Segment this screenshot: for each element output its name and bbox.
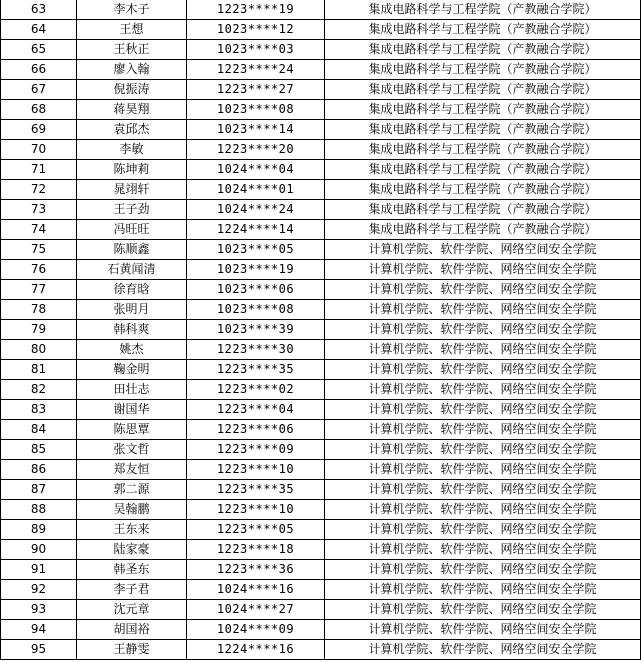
row-number-cell: 86 <box>1 460 77 480</box>
table-row <box>1 520 641 540</box>
student-id-cell: 1024****24 <box>187 200 325 220</box>
college-cell: 计算机学院、软件学院、网络空间安全学院 <box>325 500 641 520</box>
college-cell: 计算机学院、软件学院、网络空间安全学院 <box>325 560 641 580</box>
student-name-cell: 徐育晗 <box>77 280 187 300</box>
college-cell: 计算机学院、软件学院、网络空间安全学院 <box>325 360 641 380</box>
student-id-cell: 1223****18 <box>187 540 325 560</box>
row-number-cell: 89 <box>1 520 77 540</box>
table-row <box>1 40 641 60</box>
college-cell: 集成电路科学与工程学院（产教融合学院） <box>325 80 641 100</box>
row-number-cell: 70 <box>1 140 77 160</box>
table-row <box>1 440 641 460</box>
student-id-cell: 1223****19 <box>187 0 325 20</box>
table-row <box>1 380 641 400</box>
student-id-cell: 1023****14 <box>187 120 325 140</box>
row-number-cell: 71 <box>1 160 77 180</box>
student-name-cell: 李木子 <box>77 0 187 20</box>
table-row <box>1 20 641 40</box>
row-number-cell: 87 <box>1 480 77 500</box>
college-cell: 集成电路科学与工程学院（产教融合学院） <box>325 60 641 80</box>
table-row <box>1 400 641 420</box>
student-id-cell: 1223****04 <box>187 400 325 420</box>
student-name-cell: 姚杰 <box>77 340 187 360</box>
row-number-cell: 67 <box>1 80 77 100</box>
student-id-cell: 1023****08 <box>187 300 325 320</box>
college-cell: 计算机学院、软件学院、网络空间安全学院 <box>325 280 641 300</box>
row-number-cell: 91 <box>1 560 77 580</box>
student-id-cell: 1223****20 <box>187 140 325 160</box>
row-number-cell: 80 <box>1 340 77 360</box>
row-number-cell: 73 <box>1 200 77 220</box>
student-id-cell: 1224****16 <box>187 640 325 660</box>
student-id-cell: 1223****35 <box>187 480 325 500</box>
student-id-cell: 1024****16 <box>187 580 325 600</box>
student-name-cell: 谢国华 <box>77 400 187 420</box>
college-cell: 集成电路科学与工程学院（产教融合学院） <box>325 120 641 140</box>
row-number-cell: 66 <box>1 60 77 80</box>
table-row <box>1 240 641 260</box>
college-cell: 集成电路科学与工程学院（产教融合学院） <box>325 100 641 120</box>
table-row <box>1 460 641 480</box>
table-row <box>1 180 641 200</box>
student-name-cell: 王子劲 <box>77 200 187 220</box>
row-number-cell: 90 <box>1 540 77 560</box>
student-id-cell: 1224****14 <box>187 220 325 240</box>
student-id-cell: 1223****05 <box>187 520 325 540</box>
college-cell: 计算机学院、软件学院、网络空间安全学院 <box>325 620 641 640</box>
college-cell: 计算机学院、软件学院、网络空间安全学院 <box>325 240 641 260</box>
student-name-cell: 王想 <box>77 20 187 40</box>
table-row <box>1 480 641 500</box>
student-id-cell: 1024****01 <box>187 180 325 200</box>
college-cell: 集成电路科学与工程学院（产教融合学院） <box>325 180 641 200</box>
row-number-cell: 85 <box>1 440 77 460</box>
table-row <box>1 540 641 560</box>
college-cell: 集成电路科学与工程学院（产教融合学院） <box>325 20 641 40</box>
student-name-cell: 沈元章 <box>77 600 187 620</box>
student-name-cell: 廖入翰 <box>77 60 187 80</box>
table-row <box>1 420 641 440</box>
student-id-cell: 1223****27 <box>187 80 325 100</box>
row-number-cell: 72 <box>1 180 77 200</box>
row-number-cell: 76 <box>1 260 77 280</box>
table-row <box>1 260 641 280</box>
student-name-cell: 倪振涛 <box>77 80 187 100</box>
student-id-cell: 1223****35 <box>187 360 325 380</box>
student-id-cell: 1024****09 <box>187 620 325 640</box>
student-id-cell: 1223****30 <box>187 340 325 360</box>
row-number-cell: 69 <box>1 120 77 140</box>
college-cell: 计算机学院、软件学院、网络空间安全学院 <box>325 480 641 500</box>
row-number-cell: 74 <box>1 220 77 240</box>
student-name-cell: 郭二源 <box>77 480 187 500</box>
table-row <box>1 640 641 660</box>
student-id-cell: 1023****03 <box>187 40 325 60</box>
row-number-cell: 88 <box>1 500 77 520</box>
student-id-cell: 1023****19 <box>187 260 325 280</box>
table-row <box>1 360 641 380</box>
college-cell: 计算机学院、软件学院、网络空间安全学院 <box>325 540 641 560</box>
student-name-cell: 张明月 <box>77 300 187 320</box>
student-id-cell: 1023****12 <box>187 20 325 40</box>
student-name-cell: 蒋昊翔 <box>77 100 187 120</box>
table-row <box>1 60 641 80</box>
college-cell: 计算机学院、软件学院、网络空间安全学院 <box>325 340 641 360</box>
college-cell: 集成电路科学与工程学院（产教融合学院） <box>325 40 641 60</box>
row-number-cell: 65 <box>1 40 77 60</box>
student-id-cell: 1223****02 <box>187 380 325 400</box>
table-row <box>1 340 641 360</box>
student-id-cell: 1223****10 <box>187 500 325 520</box>
college-cell: 计算机学院、软件学院、网络空间安全学院 <box>325 380 641 400</box>
college-cell: 集成电路科学与工程学院（产教融合学院） <box>325 0 641 20</box>
student-name-cell: 王秋正 <box>77 40 187 60</box>
student-name-cell: 鞠金明 <box>77 360 187 380</box>
college-cell: 集成电路科学与工程学院（产教融合学院） <box>325 200 641 220</box>
student-name-cell: 吴翰鹏 <box>77 500 187 520</box>
row-number-cell: 63 <box>1 0 77 20</box>
student-name-cell: 陈顺鑫 <box>77 240 187 260</box>
row-number-cell: 77 <box>1 280 77 300</box>
student-id-cell: 1223****24 <box>187 60 325 80</box>
table-row <box>1 200 641 220</box>
college-cell: 集成电路科学与工程学院（产教融合学院） <box>325 220 641 240</box>
student-name-cell: 王静雯 <box>77 640 187 660</box>
college-cell: 集成电路科学与工程学院（产教融合学院） <box>325 140 641 160</box>
student-name-cell: 陈思覃 <box>77 420 187 440</box>
student-name-cell: 韩科爽 <box>77 320 187 340</box>
student-name-cell: 郑友恒 <box>77 460 187 480</box>
row-number-cell: 84 <box>1 420 77 440</box>
table-body <box>1 0 641 660</box>
student-name-cell: 田壮志 <box>77 380 187 400</box>
table-row <box>1 100 641 120</box>
student-id-cell: 1023****06 <box>187 280 325 300</box>
student-name-cell: 陈坤莉 <box>77 160 187 180</box>
student-name-cell: 张文哲 <box>77 440 187 460</box>
student-name-cell: 李敏 <box>77 140 187 160</box>
table-row <box>1 160 641 180</box>
row-number-cell: 68 <box>1 100 77 120</box>
table-row <box>1 220 641 240</box>
student-name-cell: 韩圣东 <box>77 560 187 580</box>
college-cell: 计算机学院、软件学院、网络空间安全学院 <box>325 460 641 480</box>
table-row <box>1 0 641 20</box>
row-number-cell: 64 <box>1 20 77 40</box>
college-cell: 计算机学院、软件学院、网络空间安全学院 <box>325 640 641 660</box>
table-row <box>1 280 641 300</box>
college-cell: 计算机学院、软件学院、网络空间安全学院 <box>325 440 641 460</box>
student-id-cell: 1023****08 <box>187 100 325 120</box>
student-name-cell: 晁翊轩 <box>77 180 187 200</box>
college-cell: 计算机学院、软件学院、网络空间安全学院 <box>325 260 641 280</box>
college-cell: 计算机学院、软件学院、网络空间安全学院 <box>325 580 641 600</box>
college-cell: 计算机学院、软件学院、网络空间安全学院 <box>325 600 641 620</box>
table-row <box>1 500 641 520</box>
row-number-cell: 81 <box>1 360 77 380</box>
row-number-cell: 95 <box>1 640 77 660</box>
student-name-cell: 陆家豪 <box>77 540 187 560</box>
college-cell: 集成电路科学与工程学院（产教融合学院） <box>325 160 641 180</box>
table-row <box>1 80 641 100</box>
student-id-cell: 1024****04 <box>187 160 325 180</box>
row-number-cell: 83 <box>1 400 77 420</box>
row-number-cell: 94 <box>1 620 77 640</box>
student-id-cell: 1223****06 <box>187 420 325 440</box>
row-number-cell: 82 <box>1 380 77 400</box>
student-name-cell: 冯旺旺 <box>77 220 187 240</box>
student-id-cell: 1024****27 <box>187 600 325 620</box>
college-cell: 计算机学院、软件学院、网络空间安全学院 <box>325 320 641 340</box>
student-name-cell: 胡国裕 <box>77 620 187 640</box>
student-id-cell: 1223****09 <box>187 440 325 460</box>
table-row <box>1 620 641 640</box>
row-number-cell: 78 <box>1 300 77 320</box>
table-row <box>1 300 641 320</box>
table-row <box>1 140 641 160</box>
student-name-cell: 李子君 <box>77 580 187 600</box>
college-cell: 计算机学院、软件学院、网络空间安全学院 <box>325 520 641 540</box>
row-number-cell: 79 <box>1 320 77 340</box>
row-number-cell: 92 <box>1 580 77 600</box>
college-cell: 计算机学院、软件学院、网络空间安全学院 <box>325 400 641 420</box>
college-cell: 计算机学院、软件学院、网络空间安全学院 <box>325 420 641 440</box>
table-row <box>1 600 641 620</box>
student-id-cell: 1223****36 <box>187 560 325 580</box>
student-name-cell: 王东来 <box>77 520 187 540</box>
table-row <box>1 580 641 600</box>
student-id-cell: 1023****39 <box>187 320 325 340</box>
table-row <box>1 560 641 580</box>
row-number-cell: 93 <box>1 600 77 620</box>
table-row <box>1 120 641 140</box>
row-number-cell: 75 <box>1 240 77 260</box>
student-id-cell: 1023****05 <box>187 240 325 260</box>
student-name-cell: 袁邱杰 <box>77 120 187 140</box>
student-name-cell: 石黄闻清 <box>77 260 187 280</box>
table-row <box>1 320 641 340</box>
college-cell: 计算机学院、软件学院、网络空间安全学院 <box>325 300 641 320</box>
student-id-cell: 1223****10 <box>187 460 325 480</box>
